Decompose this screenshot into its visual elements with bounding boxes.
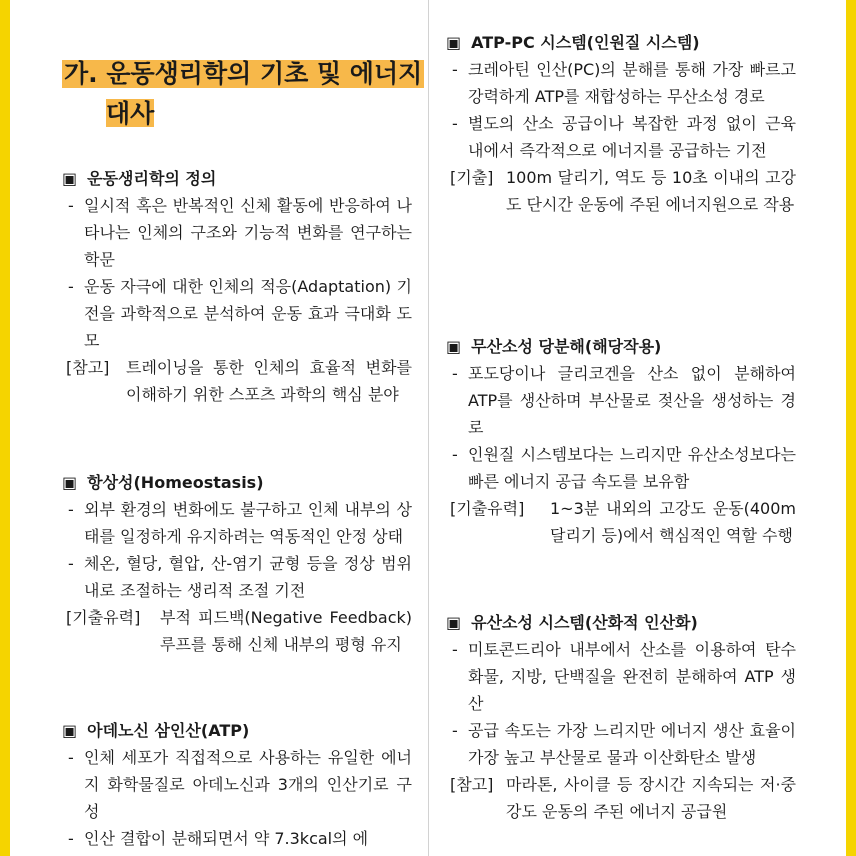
list-item: - 인원질 시스템보다는 느리지만 유산소성보다는 빠른 에너지 공급 속도를 보유함 — [452, 445, 796, 491]
column-divider — [428, 0, 429, 856]
section-atp — [62, 718, 412, 852]
list-item: - 체온, 혈당, 혈압, 산-염기 균형 등을 정상 범위 내로 조절하는 생리적 조절 기전 — [68, 554, 412, 600]
list-item: - 운동 자극에 대한 인체의 적응(Adaptation) 기전을 과학적으로 분석하여 운동 효과 극대화 도모 — [68, 277, 412, 350]
section-homeostasis — [62, 470, 412, 658]
title-line-1: 가. 운동생리학의 기초 및 에너지 — [64, 59, 423, 88]
square-bullet-icon: ▣ — [62, 169, 78, 188]
list-item: - 인산 결합이 분해되면서 약 7.3kcal의 에 — [68, 829, 369, 848]
chapter-title — [62, 56, 424, 132]
note: [참고] 트레이닝을 통한 인체의 효율적 변화를 이해하기 위한 스포츠 과학의 핵심 분야 — [66, 358, 412, 404]
list-item: - 인체 세포가 직접적으로 사용하는 유일한 에너지 화학물질로 아데노신과 3개의 인산기로 구성 — [68, 748, 412, 821]
right-border — [846, 0, 856, 856]
square-bullet-icon: ▣ — [62, 721, 78, 740]
list-item: - 외부 환경의 변화에도 불구하고 인체 내부의 상태를 일정하게 유지하려는 역동적인 안정 상태 — [68, 500, 412, 546]
left-border — [0, 0, 10, 856]
square-bullet-icon: ▣ — [62, 473, 78, 492]
square-bullet-icon: ▣ — [446, 33, 462, 52]
section-heading: ▣ 항상성(Homeostasis) — [62, 470, 412, 496]
square-bullet-icon: ▣ — [446, 613, 462, 632]
section-aerobic — [446, 610, 796, 825]
section-heading: ▣ ATP-PC 시스템(인원질 시스템) — [446, 30, 796, 56]
list-item: - 미토콘드리아 내부에서 산소를 이용하여 탄수화물, 지방, 단백질을 완전히 분해하여 ATP 생산 — [452, 640, 796, 713]
section-definition — [62, 166, 412, 408]
list-item: - 크레아틴 인산(PC)의 분해를 통해 가장 빠르고 강력하게 ATP를 재합성하는 무산소성 경로 — [452, 60, 796, 106]
section-heading: ▣ 운동생리학의 정의 — [62, 166, 412, 192]
note: [기출] 100m 달리기, 역도 등 10초 이내의 고강도 단시간 운동에 주된 에너지원으로 작용 — [450, 168, 796, 214]
square-bullet-icon: ▣ — [446, 337, 462, 356]
section-heading: ▣ 무산소성 당분해(해당작용) — [446, 334, 796, 360]
note: [기출유력] 1~3분 내외의 고강도 운동(400m 달리기 등)에서 핵심적인 역할 수행 — [450, 499, 796, 545]
list-item: - 별도의 산소 공급이나 복잡한 과정 없이 근육 내에서 즉각적으로 에너지를 공급하는 기전 — [452, 114, 796, 160]
note: [참고] 마라톤, 사이클 등 장시간 지속되는 저·중강도 운동의 주된 에너지 공급원 — [450, 775, 796, 821]
list-item: - 공급 속도는 가장 느리지만 에너지 생산 효율이 가장 높고 부산물로 물과 이산화탄소 발생 — [452, 721, 796, 767]
section-heading: ▣ 아데노신 삼인산(ATP) — [62, 718, 412, 744]
title-line-2: 대사 — [106, 99, 155, 128]
section-heading: ▣ 유산소성 시스템(산화적 인산화) — [446, 610, 796, 636]
note: [기출유력] 부적 피드백(Negative Feedback) 루프를 통해 신체 내부의 평형 유지 — [66, 608, 412, 654]
section-atp-pc — [446, 30, 796, 218]
section-glycolysis — [446, 334, 796, 549]
list-item: - 일시적 혹은 반복적인 신체 활동에 반응하여 나타나는 인체의 구조와 기능적 변화를 연구하는 학문 — [68, 196, 412, 269]
list-item: - 포도당이나 글리코겐을 산소 없이 분해하여 ATP를 생산하며 부산물로 젖산을 생성하는 경로 — [452, 364, 796, 437]
